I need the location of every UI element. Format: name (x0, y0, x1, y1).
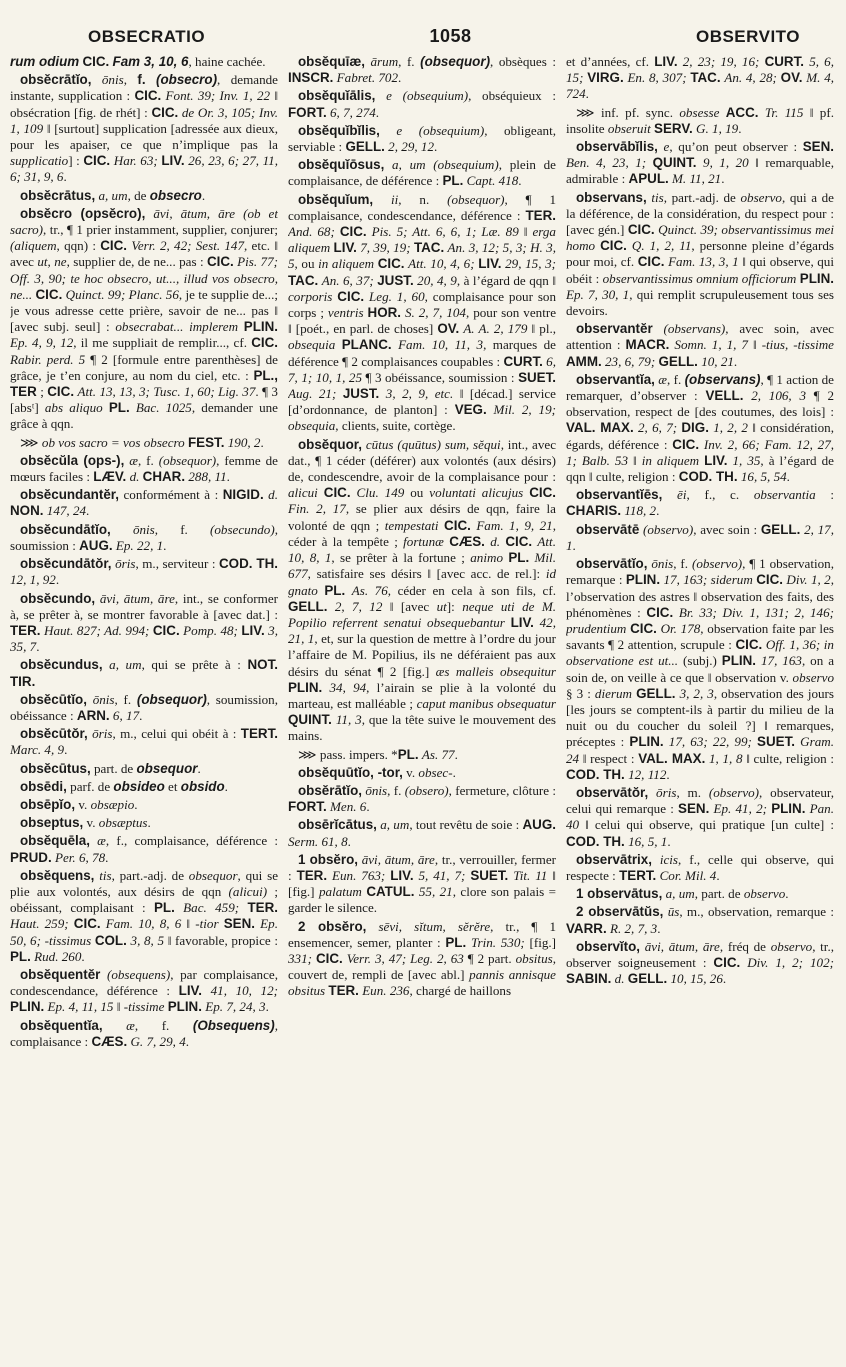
dictionary-entry: observātŏr, ōris, m. (observo), observateur, celui qui remarque : SEN. Ep. 41, 2; PLIN. Pan. 40 ǁ celui qui observe, qui pratique [un culte] : COD. TH. 16, 5, 1. (566, 784, 834, 849)
dictionary-entry: obsĕquĭum, ii, n. (obsequor), ¶ 1 complaisance, condescendance, déférence : TER. And. 68; CIC. Pis. 5; Att. 6, 6, 1; Læ. 89 ǁ erga aliquem LIV. 7, 39, 19; TAC. An. 3, 12; 5, 3; H. 3, 5, ou in aliquem CIC. Att. 10, 4, 6; LIV. 29, 15, 3; TAC. An. 6, 37; JUST. 20, 4, 9, à l’égard de qqn ǁ corporis CIC. Leg. 1, 60, complaisance pour son corps ; ventris HOR. S. 2, 7, 104, pour son ventre ǁ [poét., en parl. de choses] OV. A. A. 2, 179 ǁ pl., obsequia PLANC. Fam. 10, 11, 3, marques de déférence ¶ 2 complaisances coupables : CURT. 6, 7, 1; 10, 1, 25 ¶ 3 obéissance, soumission : SUET. Aug. 21; JUST. 3, 2, 9, etc. ǁ [décad.] service [d’ordonnance, de planton] : VEG. Mil. 2, 19; obsequia, clients, suite, cortège. (288, 191, 556, 434)
dictionary-entry: obsĕquens, tis, part.-adj. de obsequor, qui se plie aux volontés, aux désirs de qqn (alicui) ; obéissant, complaisant : PL. Bac. 459; TER. Haut. 259; CIC. Fam. 10, 8, 6 ǁ -tior SEN. Ep. 50, 6; -tissimus COL. 3, 8, 5 ǁ favorable, propice : PL. Rud. 260. (10, 867, 278, 964)
dictionary-entry: obsĕquor, cūtus (quūtus) sum, sĕqui, int., avec dat., ¶ 1 céder (déférer) aux volontés (aux désirs) de, condescendre, avoir de la complaisance pour : alicui CIC. Clu. 149 ou voluntati alicujus CIC. Fin. 2, 17, se plier aux désirs de qqn, faire la volonté de qqn ; tempestati CIC. Fam. 1, 9, 21, céder à la tempête ; fortunæ CÆS. d. CIC. Att. 10, 8, 1, se prêter à la fortune ; animo PL. Mil. 677, satisfaire ses désirs ǁ [avec acc. de rel.]: id gnato PL. As. 76, céder en cela à son fils, cf. GELL. 2, 7, 12 ǁ [avec ut]: neque uti de M. Popilio referrent senatui obsequebantur LIV. 42, 21, 1, et, sur la question de mettre à l’ordre du jour l’affaire de M. Popilius, ils ne déféraient pas aux désirs du sénat ¶ 2 [fig.] æs malleis obsequitur PLIN. 34, 94, l’airain se plie à la volonté du marteau, est malléable ; caput manibus obsequatur QUINT. 11, 3, que la tête suive le mouvement des mains. (288, 436, 556, 744)
dictionary-entry: obsĕcrātus, a, um, de obsecro. (20, 187, 206, 203)
dictionary-entry: obsĕquentĕr (obsequens), par complaisance, condescendance, déférence : LIV. 41, 10, 12; PLIN. Ep. 4, 11, 15 ǁ -tissime PLIN. Ep. 7, 24, 3. (10, 966, 278, 1015)
dictionary-entry: 2 obsĕro, sēvi, sĭtum, sĕrĕre, tr., ¶ 1 ensemencer, semer, planter : PL. Trin. 530; [fig.] 331; CIC. Verr. 3, 47; Leg. 2, 63 ¶ 2 part. obsitus, couvert de, rempli de [avec abl.] pannis annisque obsitus TER. Eun. 236, chargé de haillons (288, 918, 556, 999)
dictionary-entry: obsĕquĭālis, e (obsequium), obséquieux : FORT. 6, 7, 274. (288, 88, 556, 120)
dictionary-entry: ⋙ inf. pf. sync. obsesse ACC. Tr. 115 ǁ pf. insolite obseruit SERV. G. 1, 19. (566, 104, 834, 136)
dictionary-entry: obsĕquĭbĭlis, e (obsequium), obligeant, serviable : GELL. 2, 29, 12. (288, 122, 556, 155)
page-number: 1058 (429, 26, 472, 46)
dictionary-entry: observĭto, āvi, ātum, āre, fréq de observo, tr., observer soigneusement : CIC. Div. 1, 2; 102; SABIN. d. GELL. 10, 15, 26. (566, 938, 834, 987)
dictionary-entry: obsĕcundus, a, um, qui se prête à : NOT. TIR. (10, 657, 278, 689)
text-columns (10, 54, 834, 1354)
dictionary-entry: ⋙ ob vos sacro = vos obsecro FEST. 190, 2. (20, 434, 264, 450)
column-left (10, 54, 278, 1354)
right-guide-word: OBSERVITO (695, 27, 800, 46)
dictionary-entry: obsĕquīæ, ārum, f. (obsequor), obsèques : INSCR. Fabret. 702. (288, 54, 556, 86)
dictionary-entry: obsĕcūtŏr, ōris, m., celui qui obéit à : TERT. Marc. 4, 9. (10, 726, 278, 758)
running-head (10, 26, 834, 54)
dictionary-entry: 2 observātŭs, ūs, m., observation, remarque : VARR. R. 2, 7, 3. (566, 904, 834, 936)
dictionary-entry: observantĭēs, ēi, f., c. observantia : CHARIS. 118, 2. (566, 487, 834, 519)
dictionary-entry: obsēpĭo, v. obsæpio. (20, 796, 138, 812)
dictionary-entry: observātē (observo), avec soin : GELL. 2, 17, 1. (566, 521, 834, 553)
dictionary-entry: obsēdi, parf. de obsideo et obsido. (20, 778, 228, 794)
dictionary-entry: observātĭo, ōnis, f. (observo), ¶ 1 observation, remarque : PLIN. 17, 163; siderum CIC. Div. 1, 2, l’observation des astres ǁ observation des faits, des phénomènes : CIC. Br. 33; Div. 1, 131; 2, 146; prudentium CIC. Or. 178, observation faite par les savants ¶ 2 attention, scrupule : CIC. Off. 1, 36; in observatione est ut... (subj.) PLIN. 17, 163, on a soin de, on veille à ce que ǁ observation v. observo § 3 : dierum GELL. 3, 2, 3, observation des jours [les jours se comptent-ils à partir du milieu de la nuit ou du coucher du soleil ?] ǁ remarques, préceptes : PLIN. 17, 63; 22, 99; SUET. Gram. 24 ǁ respect : VAL. MAX. 1, 1, 8 ǁ culte, religion : COD. TH. 12, 112. (566, 556, 834, 782)
dictionary-entry: observantĭa, æ, f. (observans), ¶ 1 action de remarquer, d’observer : VELL. 2, 106, 3 ¶ 2 observation, respect de [des coutumes, des lois] : VAL. MAX. 2, 6, 7; DIG. 1, 2, 2 ǁ considération, égards, déférence : CIC. Inv. 2, 66; Fam. 12, 27, 1; Balb. 53 ǁ in aliquem LIV. 1, 35, à l’égard de qqn ǁ culte, religion : COD. TH. 16, 5, 54. (566, 371, 834, 485)
column-middle (288, 54, 556, 1354)
dictionary-entry: rum odium CIC. Fam 3, 10, 6, haine cachée. (10, 54, 266, 69)
dictionary-entry: obsĕcro (opsĕcro), āvi, ātum, āre (ob et sacro), tr., ¶ 1 prier instamment, supplier, conjurer; (aliquem, qqn) : CIC. Verr. 2, 42; Sest. 147, etc. ǁ avec ut, ne, supplier de, de ne... pas : CIC. Pis. 77; Off. 3, 90; te hoc obsecro, ut..., illud vos obsecro, ne... CIC. Quinct. 99; Planc. 56, je te supplie de...; je vous adresse cette prière, savoir de ne... pas ǁ [avec subj. seul] : obsecrabat... implerem PLIN. Ep. 4, 9, 12, il me suppliait de remplir..., cf. CIC. Rabir. perd. 5 ¶ 2 [formule entre parenthèses] de grâce, je t’en conjure, au nom du ciel, etc. : PL., TER ; CIC. Att. 13, 13, 3; Tusc. 1, 60; Lig. 37. ¶ 3 [absᵗ] abs aliquo PL. Bac. 1025, demander une grâce à qqn. (10, 205, 278, 432)
dictionary-entry: obsĕcrātĭo, ōnis, f. (obsecro), demande instante, supplication : CIC. Font. 39; Inv. 1, 22 ǁ obsécration [fig. de rhét] : CIC. de Or. 3, 105; Inv. 1, 109 ǁ [surtout] supplication [adressée aux dieux, pour les apaiser, ce que n’implique pas la supplicatio] : CIC. Har. 63; LIV. 26, 23, 6; 27, 11, 6; 31, 9, 6. (10, 72, 278, 185)
dictionary-entry: observantĕr (observans), avec soin, avec attention : MACR. Somn. 1, 1, 7 ǁ -tius, -tissime AMM. 23, 6, 79; GELL. 10, 21. (566, 321, 834, 369)
dictionary-entry: obsĕrātĭo, ōnis, f. (obsero), fermeture, clôture : FORT. Men. 6. (288, 782, 556, 815)
dictionary-entry: observātrix, icis, f., celle qui observe, qui respecte : TERT. Cor. Mil. 4. (566, 851, 834, 883)
dictionary-entry: ⋙ pass. impers. *PL. As. 77. (298, 746, 458, 762)
dictionary-entry: obsĕcundo, āvi, ātum, āre, int., se conformer à, se prêter à, se montrer favorable à [avec dat.] : TER. Haut. 827; Ad. 994; CIC. Pomp. 48; LIV. 3, 35, 7. (10, 590, 278, 655)
dictionary-entry: obsĕquentĭa, æ, f. (Obsequens), complaisance : CÆS. G. 7, 29, 4. (10, 1017, 278, 1049)
dictionary-entry: obsērĭcātus, a, um, tout revêtu de soie : AUG. Serm. 61, 8. (288, 817, 556, 849)
column-right (566, 54, 834, 1354)
dictionary-entry: obsĕcundātŏr, ōris, m., serviteur : COD. TH. 12, 1, 92. (10, 556, 278, 588)
dictionary-entry: obsĕquēla, æ, f., complaisance, déférence : PRUD. Per. 6, 78. (10, 833, 278, 865)
dictionary-entry: et d’années, cf. LIV. 2, 23; 19, 16; CURT. 5, 6, 15; VIRG. En. 8, 307; TAC. An. 4, 28; OV. M. 4, 724. (566, 54, 834, 102)
dictionary-entry: obsĕcundantĕr, conformément à : NIGID. d. NON. 147, 24. (10, 487, 278, 519)
dictionary-entry: obseptus, v. obsæptus. (20, 815, 151, 831)
left-guide-word: OBSECRATIO (88, 27, 206, 46)
dictionary-entry: observans, tis, part.-adj. de observo, qui a de la déférence, de la considération, du respect pour : [avec gén.] CIC. Quinct. 39; observantissimus mei homo CIC. Q. 1, 2, 11, personne pleine d’égards pour moi, cf. CIC. Fam. 13, 3, 1 ǁ qui observe, qui obéit : observantissimus omnium officiorum PLIN. Ep. 7, 30, 1, qui remplit scrupuleusement tous ses devoirs. (566, 189, 834, 319)
dictionary-entry: obsĕcūtus, part. de obsequor. (20, 760, 201, 776)
dictionary-entry: observābĭlis, e, qu’on peut observer : SEN. Ben. 4, 23, 1; QUINT. 9, 1, 20 ǁ remarquable, admirable : APUL. M. 11, 21. (566, 139, 834, 187)
dictionary-entry: 1 observātus, a, um, part. de observo. (576, 886, 789, 902)
dictionary-entry: obsĕquĭōsus, a, um (obsequium), plein de complaisance, de déférence : PL. Capt. 418. (288, 157, 556, 189)
dictionary-entry: obsĕcŭla (ops-), æ, f. (obsequor), femme de mœurs faciles : LÆV. d. CHAR. 288, 11. (10, 452, 278, 485)
dictionary-entry: 1 obsĕro, āvi, ātum, āre, tr., verrouiller, fermer : TER. Eun. 763; LIV. 5, 41, 7; SUET. Tit. 11 ǁ [fig.] palatum CATUL. 55, 21, clore son palais = garder le silence. (288, 851, 556, 916)
dictionary-entry: obsĕcundātĭo, ōnis, f. (obsecundo), soumission : AUG. Ep. 22, 1. (10, 521, 278, 553)
dictionary-entry: obsĕquūtĭo, -tor, v. obsec-. (298, 764, 456, 780)
dictionary-entry: obsĕcūtĭo, ōnis, f. (obsequor), soumission, obéissance : ARN. 6, 17. (10, 691, 278, 723)
